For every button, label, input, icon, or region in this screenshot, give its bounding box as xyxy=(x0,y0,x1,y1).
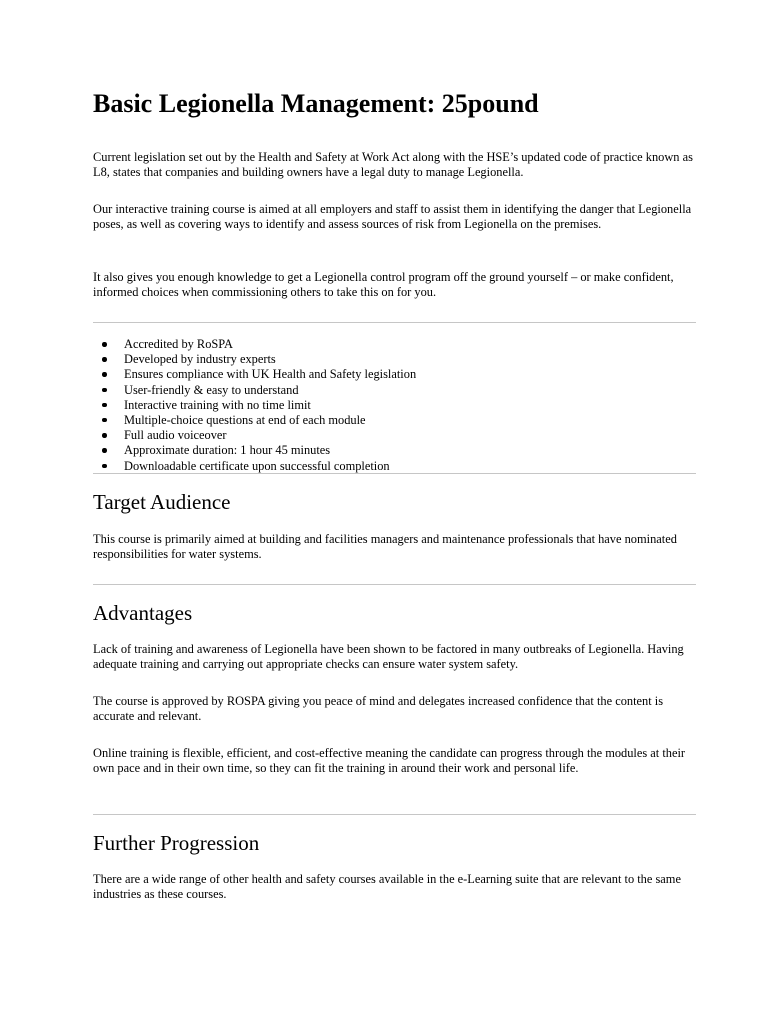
section-heading-advantages: Advantages xyxy=(93,601,193,625)
feature-item: Approximate duration: 1 hour 45 minutes xyxy=(93,443,693,458)
bullet-icon xyxy=(102,342,107,347)
bullet-icon xyxy=(102,388,107,393)
bullet-icon xyxy=(102,464,107,469)
section-heading-target-audience: Target Audience xyxy=(93,490,231,514)
features-list xyxy=(93,337,693,474)
divider xyxy=(93,322,696,323)
divider xyxy=(93,473,696,474)
further-progression-paragraph: There are a wide range of other health and safety courses available in the e-Learning suite that are relevant to the same industries as these courses. xyxy=(93,872,681,902)
feature-item: Interactive training with no time limit xyxy=(93,398,693,413)
advantages-paragraph-3: Online training is flexible, efficient, and cost-effective meaning the candidate can progress through the modules at their own pace and in their own time, so they can fit the training in around their work and personal life. xyxy=(93,746,686,776)
intro-paragraph-1: Current legislation set out by the Health and Safety at Work Act along with the HSE’s updated code of practice known as L8, states that companies and building owners have a legal duty to manage Legionella. xyxy=(93,150,693,180)
bullet-icon xyxy=(102,448,107,453)
feature-item: Full audio voiceover xyxy=(93,428,693,443)
bullet-icon xyxy=(102,418,107,423)
feature-item: Multiple-choice questions at end of each module xyxy=(93,413,693,428)
bullet-icon xyxy=(102,403,107,408)
feature-item: Downloadable certificate upon successful completion xyxy=(93,459,693,474)
feature-item: User-friendly & easy to understand xyxy=(93,383,693,398)
feature-item: Accredited by RoSPA xyxy=(93,337,693,352)
section-heading-further-progression: Further Progression xyxy=(93,831,260,855)
advantages-paragraph-2: The course is approved by ROSPA giving you peace of mind and delegates increased confidence that the content is accurate and relevant. xyxy=(93,694,664,724)
target-audience-paragraph: This course is primarily aimed at building and facilities managers and maintenance professionals that have nominated responsibilities for water systems. xyxy=(93,532,677,562)
page-title: Basic Legionella Management: 25pound xyxy=(93,89,539,118)
advantages-paragraph-1: Lack of training and awareness of Legionella have been shown to be factored in many outbreaks of Legionella. Having adequate training and carrying out appropriate checks can ensure water system safety. xyxy=(93,642,684,672)
feature-item: Developed by industry experts xyxy=(93,352,693,367)
bullet-icon xyxy=(102,433,107,438)
intro-paragraph-3: It also gives you enough knowledge to get a Legionella control program off the ground yourself – or make confident, informed choices when commissioning others to take this on for you. xyxy=(93,270,674,300)
divider xyxy=(93,814,696,815)
bullet-icon xyxy=(102,372,107,377)
bullet-icon xyxy=(102,357,107,362)
feature-item: Ensures compliance with UK Health and Safety legislation xyxy=(93,367,693,382)
divider xyxy=(93,584,696,585)
intro-paragraph-2: Our interactive training course is aimed at all employers and staff to assist them in identifying the danger that Legionella poses, as well as covering ways to identify and assess sources of risk from Legionella on the premises. xyxy=(93,202,692,232)
